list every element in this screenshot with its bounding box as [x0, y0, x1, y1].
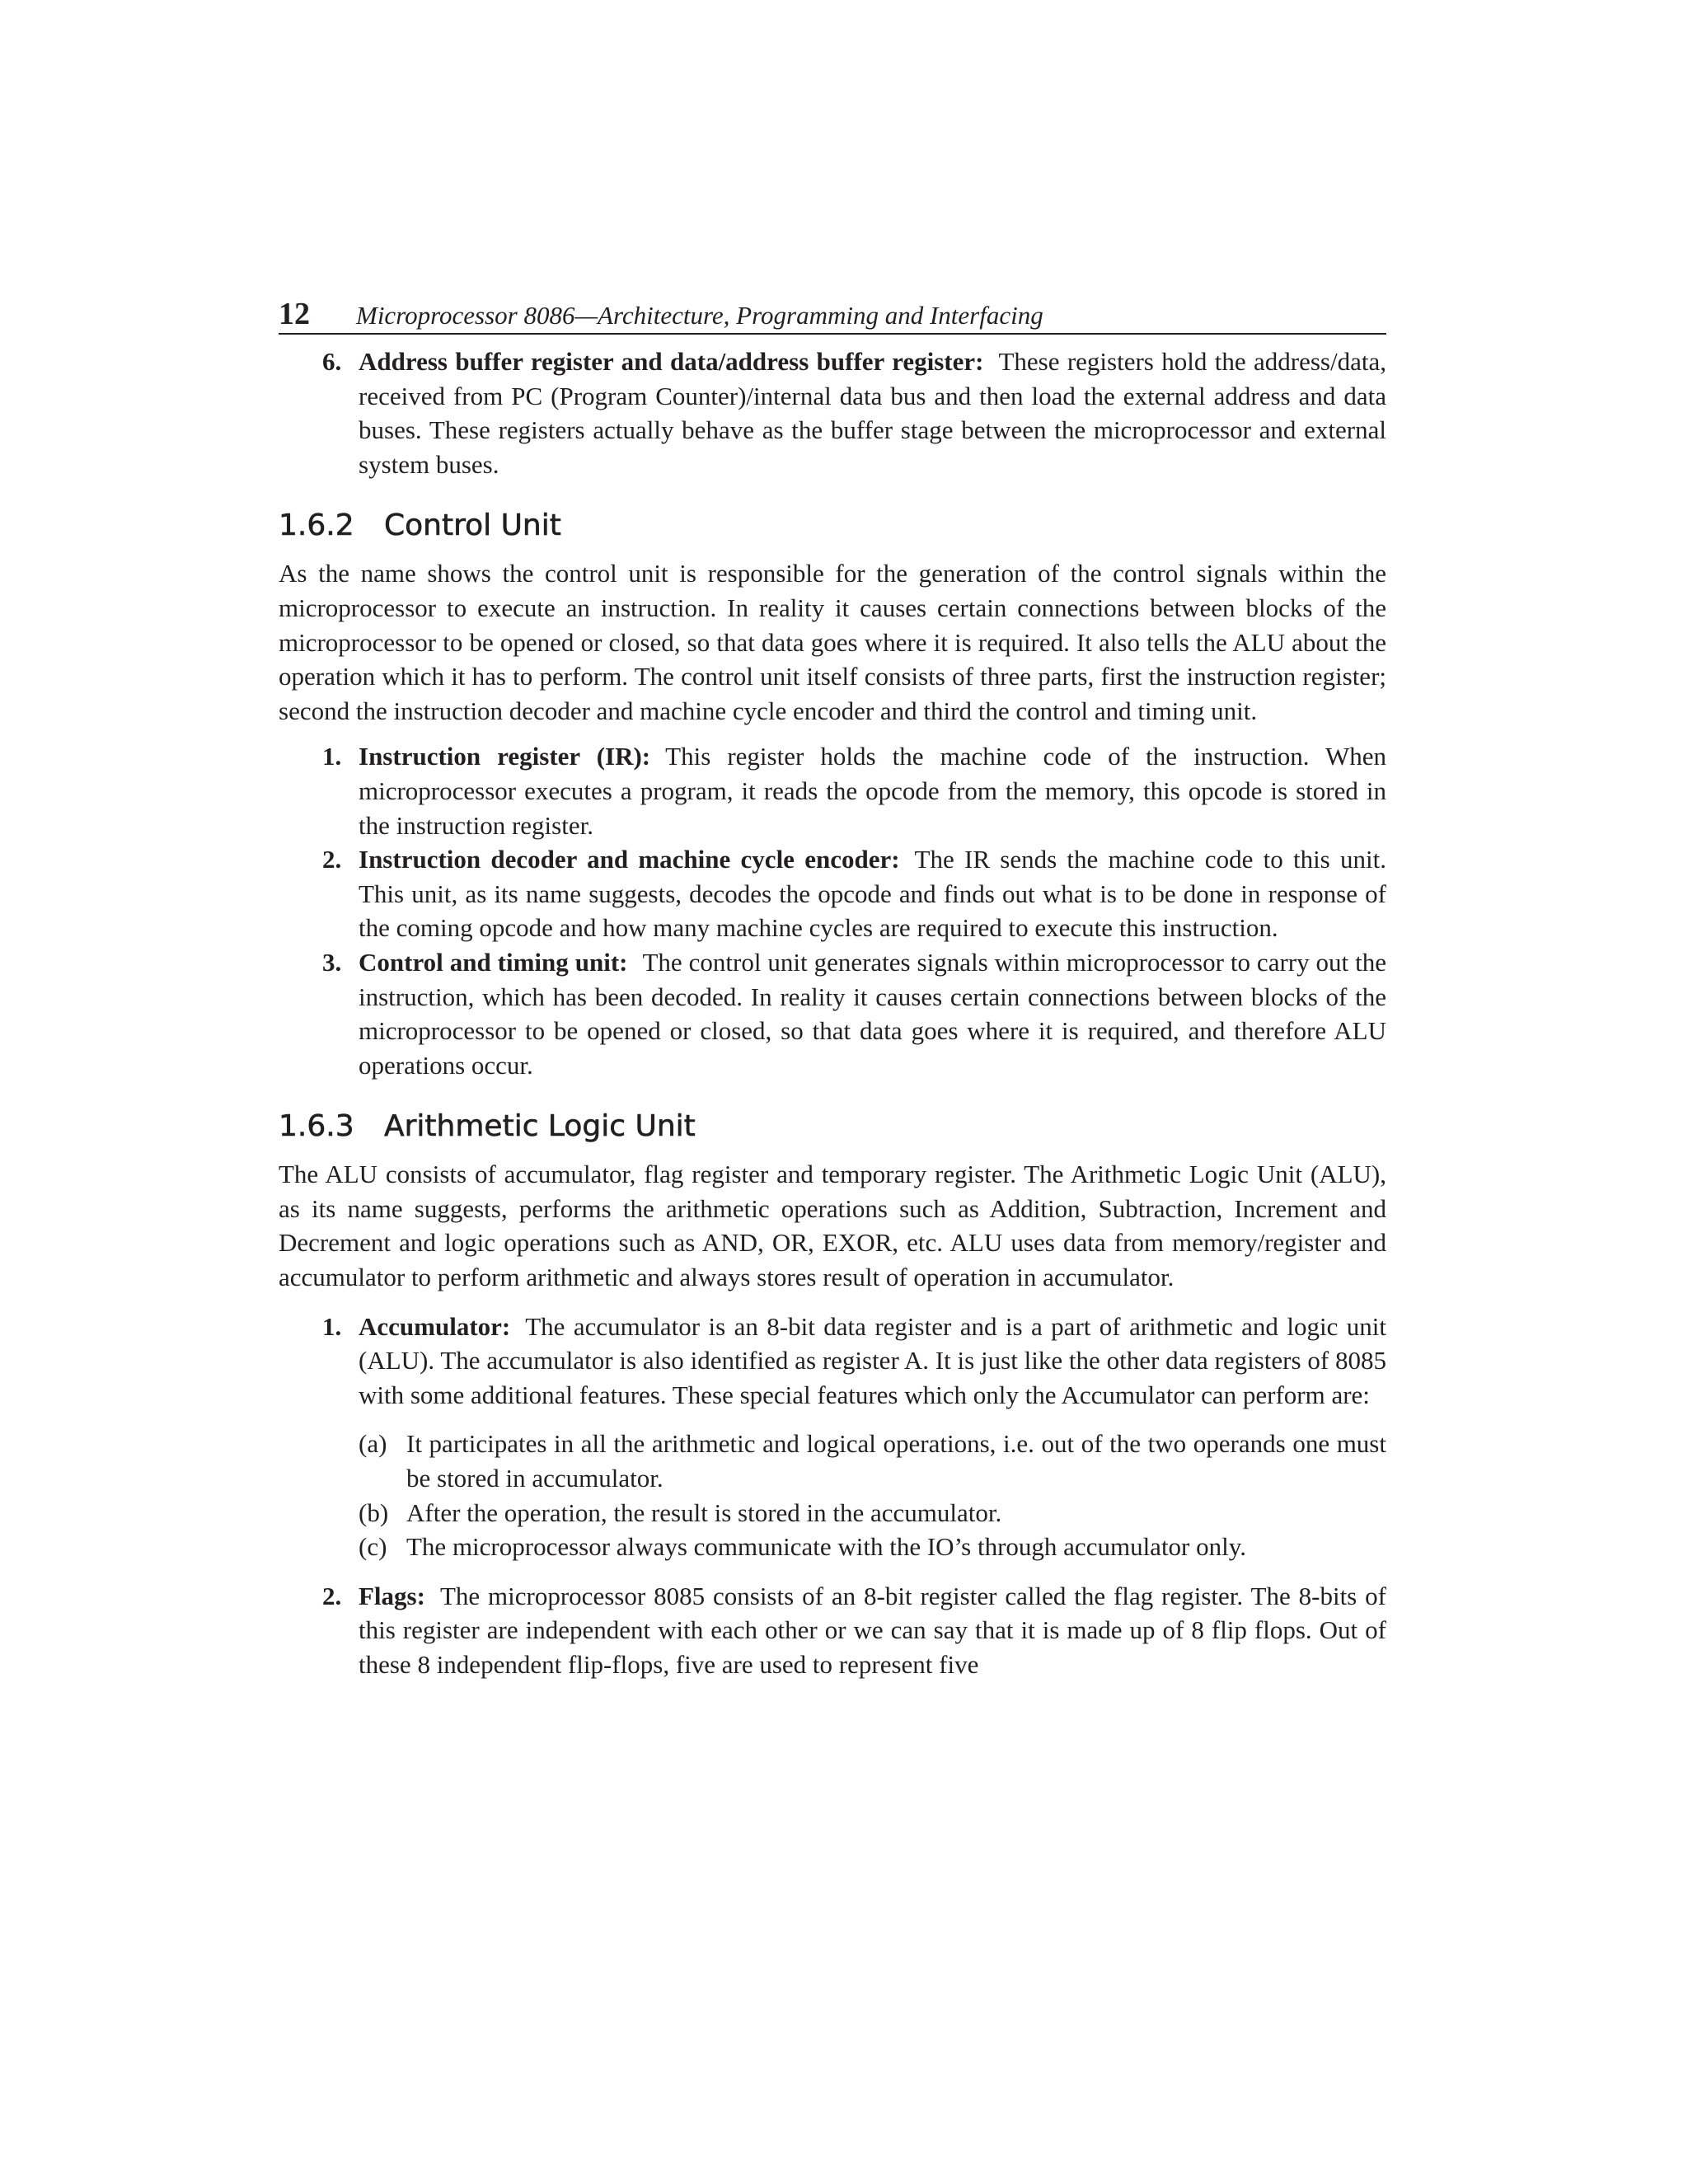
item-number: 3. — [322, 947, 342, 977]
section-heading-alu — [279, 1108, 1386, 1145]
item-term: Accumulator: — [359, 1311, 511, 1341]
item-body — [359, 945, 1386, 1082]
section-number: 1.6.3 — [279, 1109, 354, 1144]
item-term: Instruction register (IR): — [359, 742, 651, 771]
item-text: This register holds the machine code of the instruction. When microprocessor executes a program, it reads the opcode from the memory, this opcode is stored in the instruction register. — [359, 742, 1387, 840]
list-item — [322, 842, 1386, 945]
list-item — [322, 739, 1386, 842]
section-title: Control Unit — [384, 509, 561, 543]
sub-item-label: (b) — [359, 1497, 389, 1527]
running-head — [279, 295, 1386, 335]
address-buffer-list — [279, 344, 1386, 481]
item-text: The microprocessor 8085 consists of an 8-bit register called the flag register. The 8-bits of this register are independent with each other or we can say that it is made up of 8 flip flops. Out of these 8 independent flip-flops, five are used to represent five — [359, 1581, 1386, 1679]
section-number: 1.6.2 — [279, 509, 354, 543]
sub-list-item — [359, 1496, 1386, 1530]
sub-item-text: The microprocessor always communicate with the IO’s through accumulator only. — [406, 1532, 1246, 1562]
item-term: Control and timing unit: — [359, 947, 628, 977]
list-item — [322, 945, 1386, 1082]
page-number: 12 — [279, 297, 310, 331]
item-term: Instruction decoder and machine cycle encoder: — [359, 845, 900, 874]
item-body — [359, 344, 1386, 481]
accumulator-features-list — [359, 1427, 1386, 1563]
item-body — [359, 739, 1386, 842]
list-item — [322, 344, 1386, 481]
item-body — [359, 1310, 1386, 1413]
item-number: 1. — [322, 1311, 342, 1341]
list-item — [322, 1310, 1386, 1413]
sub-list-item — [359, 1427, 1386, 1495]
item-text: The accumulator is an 8-bit data register and is a part of arithmetic and logic unit (ALU). The accumulator is also identified as register A. It is just like the other data registers of 8085 with some additional features. These special features which only the Accumulator can perform are: — [359, 1311, 1386, 1409]
sub-list-item — [359, 1530, 1386, 1564]
sub-item-label: (c) — [359, 1532, 387, 1562]
item-number: 6. — [322, 347, 342, 376]
item-number: 2. — [322, 845, 342, 874]
list-item — [322, 1579, 1386, 1682]
section-title: Arithmetic Logic Unit — [384, 1109, 696, 1144]
item-number: 2. — [322, 1581, 342, 1610]
item-term: Address buffer register and data/address buffer register: — [359, 347, 984, 376]
item-text: The IR sends the machine code to this unit. This unit, as its name suggests, decodes the opcode and finds out what is to be done in response of the coming opcode and how many machine cycles are required to execute this instruction. — [359, 845, 1386, 943]
control-unit-list — [279, 739, 1386, 1082]
sub-item-label: (a) — [359, 1429, 387, 1459]
section-heading-control-unit — [279, 508, 1386, 544]
item-number: 1. — [322, 742, 342, 771]
item-body — [359, 1579, 1386, 1682]
item-term: Flags: — [359, 1581, 425, 1610]
alu-paragraph: The ALU consists of accumulator, flag register and temporary register. The Arithmetic Logic Unit (ALU), as its name suggests, performs the arithmetic operations such as Addition, Subtraction, Increment and Decrement and logic operations such as AND, OR, EXOR, etc. ALU uses data from memory/register and accumulator to perform arithmetic and always stores result of operation in accumulator. — [279, 1160, 1386, 1292]
item-text: These registers hold the address/data, received from PC (Program Counter)/internal data bus and then load the external address and data buses. These registers actually behave as the buffer stage between the microprocessor and external system buses. — [359, 347, 1386, 479]
sub-item-text: After the operation, the result is stored in the accumulator. — [406, 1497, 1002, 1527]
book-title: Microprocessor 8086—Architecture, Programming and Interfacing — [356, 301, 1043, 330]
item-body — [359, 842, 1386, 945]
sub-item-text: It participates in all the arithmetic and logical operations, i.e. out of the two operands one must be stored in accumulator. — [406, 1429, 1386, 1493]
book-page — [279, 295, 1386, 1682]
alu-list — [279, 1310, 1386, 1682]
item-text: The control unit generates signals within microprocessor to carry out the instruction, which has been decoded. In reality it causes certain connections between blocks of the microprocessor to be opened or closed, so that data goes where it is required, and therefore ALU operations occur. — [359, 947, 1386, 1080]
control-unit-paragraph: As the name shows the control unit is responsible for the generation of the control signals within the microprocessor to execute an instruction. In reality it causes certain connections between blocks of the microprocessor to be opened or closed, so that data goes where it is required. It also tells the ALU about the operation which it has to perform. The control unit itself consists of three parts, first the instruction register; second the instruction decoder and machine cycle encoder and third the control and timing unit. — [279, 559, 1386, 725]
